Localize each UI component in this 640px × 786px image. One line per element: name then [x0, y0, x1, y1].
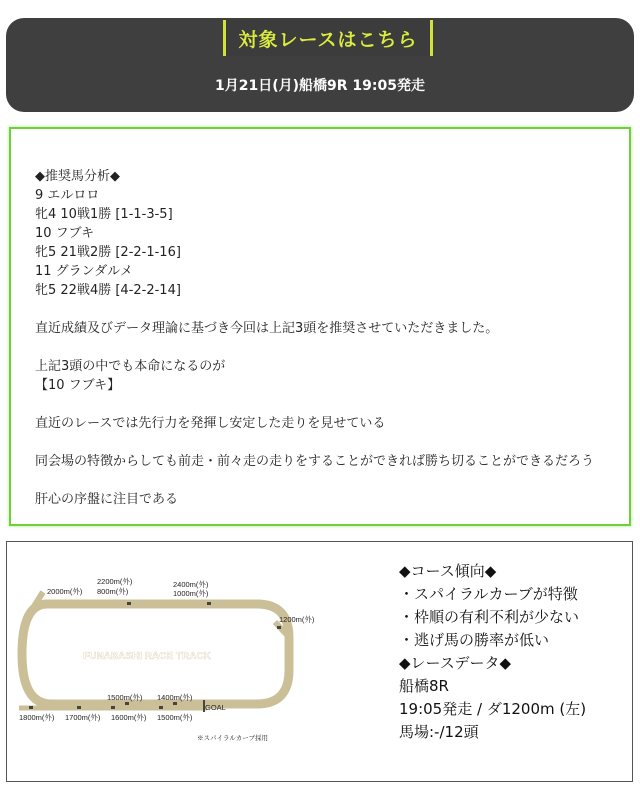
distance-marker [29, 706, 33, 709]
distance-label: 1700m(外) [65, 713, 101, 722]
goal-line [203, 700, 205, 712]
distance-marker [111, 706, 115, 709]
race-data-heading: ◆レースデータ◆ [399, 654, 512, 672]
target-race-label: 対象レースはこちら [238, 29, 418, 51]
track-map [7, 542, 387, 779]
horse-record: 牝5 22戦4勝 [4-2-2-14] [35, 283, 181, 298]
favorite-horse: 【10 フブキ】 [35, 378, 121, 393]
race-header [6, 18, 634, 112]
track-title: FUNABASHI RACE TRACK [83, 651, 211, 662]
course-tendency-item: ・枠順の有利不利が少ない [399, 608, 580, 626]
track-condition: 馬場:-/12頭 [399, 723, 479, 741]
course-tendency-item: ・逃げ馬の勝率が低い [399, 631, 550, 649]
distance-label: 2000m(外) [47, 587, 83, 596]
course-panel [6, 541, 633, 782]
distance-label: 1800m(外) [19, 713, 55, 722]
distance-label: 2400m(外) [173, 580, 209, 589]
distance-label: 1600m(外) [111, 713, 147, 722]
goal-label: GOAL [205, 703, 226, 712]
analysis-text: 上記3頭の中でも本命になるのが [35, 359, 226, 374]
horse-name: 10 フブキ [35, 226, 95, 241]
distance-marker [77, 706, 81, 709]
course-tendency-item: ・スパイラルカーブが特徴 [399, 585, 578, 603]
distance-label: 1000m(外) [173, 589, 209, 598]
horse-name: 9 エルロロ [35, 188, 100, 203]
distance-marker [127, 602, 131, 605]
distance-label: 800m(外) [97, 587, 129, 596]
distance-marker [207, 602, 211, 605]
horse-name: 11 グランダルメ [35, 264, 133, 279]
analysis-box [9, 127, 631, 526]
horse-record: 牝5 21戦2勝 [2-2-1-16] [35, 245, 181, 260]
distance-label: 1200m(外) [279, 615, 315, 624]
race-number: 船橋8R [399, 677, 449, 695]
spiral-note: ※スパイラルカーブ採用 [197, 735, 268, 742]
distance-marker [277, 626, 281, 629]
distance-label: 1400m(外) [157, 693, 193, 702]
horse-record: 牝4 10戦1勝 [1-1-3-5] [35, 207, 173, 222]
distance-label: 1500m(外) [157, 713, 193, 722]
course-tendency-heading: ◆コース傾向◆ [399, 562, 497, 580]
race-start-distance: 19:05発走 / ダ1200m (左) [399, 700, 587, 718]
race-info: 1月21日(月)船橋9R 19:05発走 [215, 78, 425, 94]
analysis-heading: ◆推奨馬分析◆ [35, 169, 120, 184]
analysis-text: 直近成績及びデータ理論に基づき今回は上記3頭を推奨させていただきました。 [35, 321, 499, 336]
distance-marker [125, 702, 129, 705]
analysis-text: 直近のレースでは先行力を発揮し安定した走りを見せている [35, 416, 386, 431]
analysis-text: 肝心の序盤に注目である [35, 492, 179, 507]
analysis-text: 同会場の特徴からしても前走・前々走の走りをすることができれば勝ち切ることができるだろう [35, 454, 595, 469]
target-race-tag [223, 20, 433, 56]
distance-label: 2200m(外) [97, 577, 133, 586]
distance-marker [159, 706, 163, 709]
distance-marker [173, 702, 177, 705]
distance-label: 1500m(外) [107, 693, 143, 702]
